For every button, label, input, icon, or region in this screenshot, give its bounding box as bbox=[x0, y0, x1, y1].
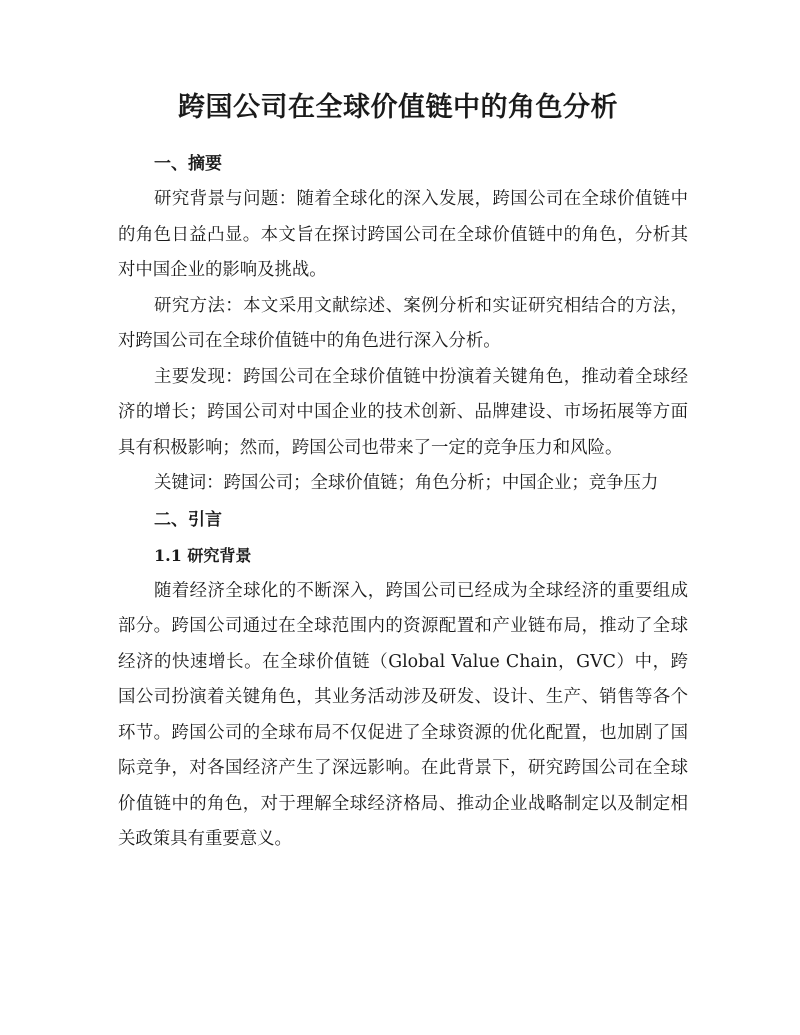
section-heading-intro: 二、引言 bbox=[154, 509, 222, 530]
intro-background-paragraph: 随着经济全球化的不断深入，跨国公司已经成为全球经济的重要组成部分。跨国公司通过在全球范围内的资源配置和产业链布局，推动了全球经济的快速增长。在全球价值链（Global Value Chain，GVC）中，跨国公司扮演着关键角色，其业务活动涉及研发、设计、生产、销售等各个环节。跨国公司的全球布局不仅促进了全球资源的优化配置，也加剧了国际竞争，对各国经济产生了深远影响。在此背景下，研究跨国公司在全球价值链中的角色，对于理解全球经济格局、推动企业战略制定以及制定相关政策具有重要意义。 bbox=[118, 580, 688, 849]
abstract-findings-paragraph: 主要发现：跨国公司在全球价值链中扮演着关键角色，推动着全球经济的增长；跨国公司对中国企业的技术创新、品牌建设、市场拓展等方面具有积极影响；然而，跨国公司也带来了一定的竞争压力和风险。 bbox=[118, 366, 688, 458]
document-title: 跨国公司在全球价值链中的角色分析 bbox=[178, 92, 618, 123]
subsection-heading-background: 1.1 研究背景 bbox=[154, 545, 252, 565]
document-page bbox=[118, 88, 688, 858]
section-heading-abstract: 一、摘要 bbox=[154, 154, 222, 174]
abstract-keywords-paragraph: 关键词：跨国公司；全球价值链；角色分析；中国企业；竞争压力 bbox=[154, 473, 659, 493]
abstract-method-paragraph: 研究方法：本文采用文献综述、案例分析和实证研究相结合的方法，对跨国公司在全球价值链中的角色进行深入分析。 bbox=[118, 295, 688, 351]
abstract-background-paragraph: 研究背景与问题：随着全球化的深入发展，跨国公司在全球价值链中的角色日益凸显。本文旨在探讨跨国公司在全球价值链中的角色，分析其对中国企业的影响及挑战。 bbox=[118, 189, 688, 280]
